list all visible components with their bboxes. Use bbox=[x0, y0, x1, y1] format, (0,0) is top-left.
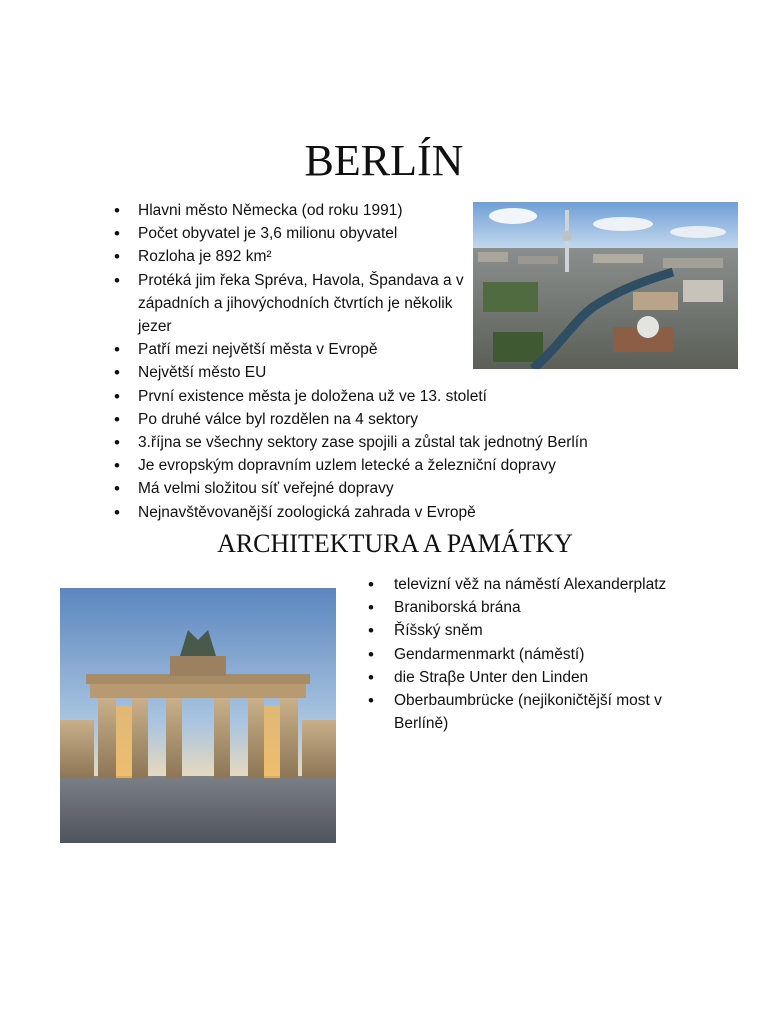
list-item: • Nejnavštěvovanější zoologická zahrada v Evropě bbox=[114, 501, 674, 524]
list-item: • Patří mezi největší města v Evropě bbox=[114, 338, 478, 361]
list-item: • Má velmi složitou síť veřejné dopravy bbox=[114, 477, 674, 500]
list-item: • 3.října se všechny sektory zase spojili a zůstal tak jednotný Berlín bbox=[114, 431, 674, 454]
list-item: • Hlavni město Německa (od roku 1991) bbox=[114, 199, 478, 222]
list-item: • Braniborská brána bbox=[368, 596, 688, 619]
list-item: • Po druhé válce byl rozdělen na 4 sektory bbox=[114, 408, 674, 431]
list-item: • televizní věž na náměstí Alexanderplatz bbox=[368, 573, 688, 596]
list-item: • Počet obyvatel je 3,6 milionu obyvatel bbox=[114, 222, 478, 245]
sights-list bbox=[368, 573, 688, 735]
list-item: • Říšský sněm bbox=[368, 619, 688, 642]
brandenburg-gate-photo bbox=[60, 588, 336, 843]
list-item: • Oberbaumbrücke (nejikoničtější most v Berlíně) bbox=[368, 689, 688, 735]
berlin-aerial-photo bbox=[473, 202, 738, 369]
section-title: ARCHITEKTURA A PAMÁTKY bbox=[217, 529, 573, 558]
list-item: • Je evropským dopravním uzlem letecké a železniční dopravy bbox=[114, 454, 674, 477]
list-item: • Rozloha je 892 km² bbox=[114, 245, 478, 268]
list-item: • První existence města je doložena už ve 13. století bbox=[114, 385, 674, 408]
list-item: • Největší město EU bbox=[114, 361, 478, 384]
list-item: • Protéká jim řeka Spréva, Havola, Špandava a v západních a jihovýchodních čtvrtích je několik jezer bbox=[114, 269, 478, 339]
list-item: • die Straβe Unter den Linden bbox=[368, 666, 688, 689]
list-item: • Gendarmenmarkt (náměstí) bbox=[368, 643, 688, 666]
page-title: BERLÍN bbox=[304, 136, 464, 185]
